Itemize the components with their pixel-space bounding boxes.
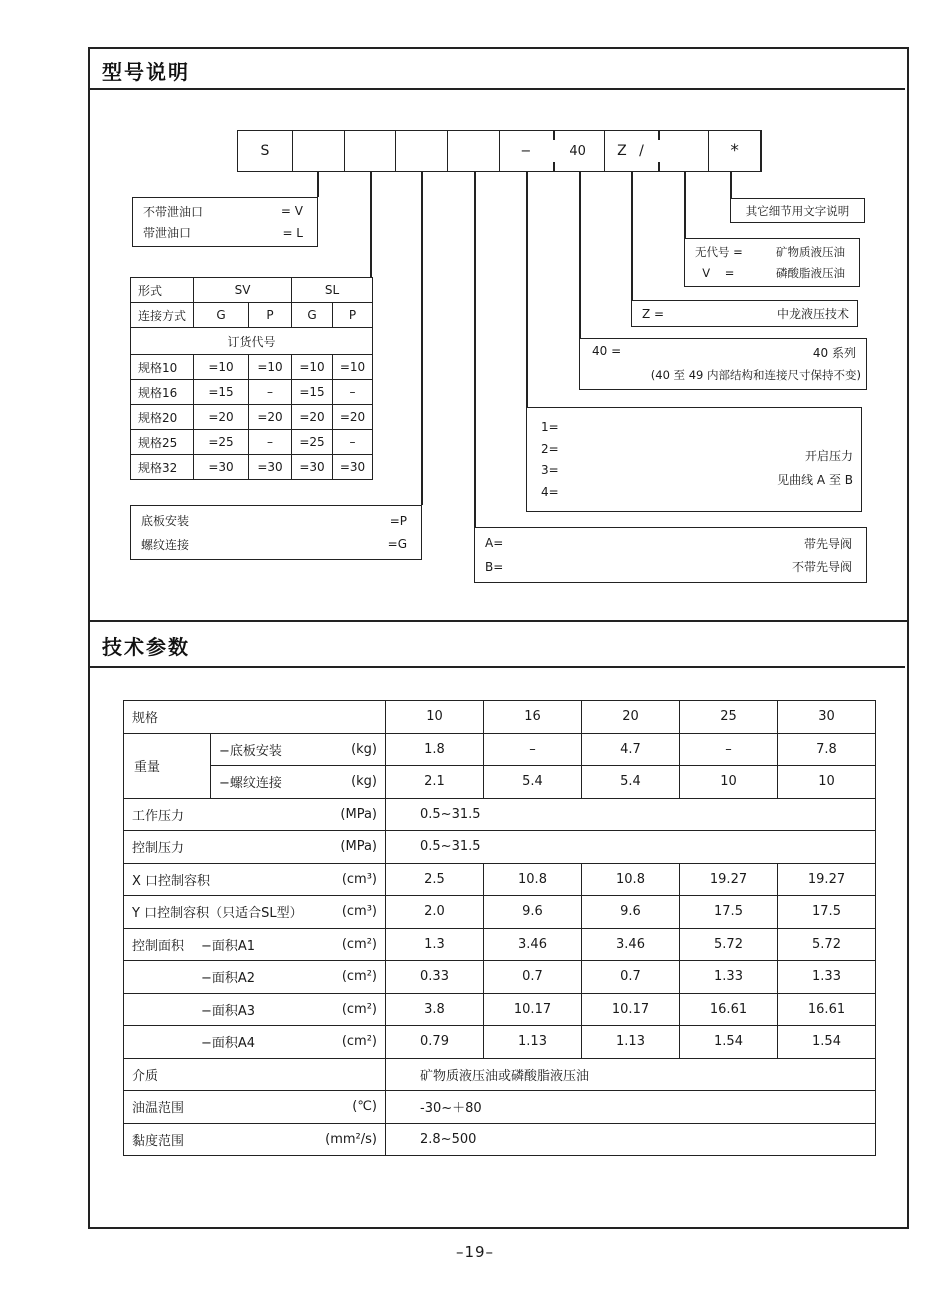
spec-code: =20 (292, 405, 333, 430)
tech-row-label (124, 961, 386, 994)
tech-label-wrap (124, 935, 385, 954)
spec-label: 规格25 (131, 430, 194, 455)
tech-value: 10 (778, 766, 876, 799)
oil-type-value: 矿物质液压油 (776, 245, 845, 259)
tech-value: 0.33 (386, 961, 484, 994)
tech-value: 4.7 (582, 733, 680, 766)
section1-title: 型号说明 (102, 60, 190, 84)
tech-label-wrap (124, 805, 385, 824)
tech-span-value: 矿物质液压油或磷酸脂液压油 (386, 1058, 876, 1091)
tech-weight-row (124, 733, 876, 766)
mounting-row (131, 536, 421, 553)
tech-row-label (124, 863, 386, 896)
leak-port-row (133, 224, 317, 241)
tech-label-text: −螺纹连接 (219, 776, 282, 792)
tech-value: – (680, 733, 778, 766)
connector-line (317, 172, 319, 197)
tech-value: 2.0 (386, 896, 484, 929)
code-dash: − (520, 143, 532, 159)
code-cell-blank-4 (448, 131, 500, 171)
oil-type-box (684, 238, 860, 287)
tech-value: 10.8 (484, 863, 582, 896)
tech-label-text: 油温范围 (132, 1101, 185, 1117)
connector-line (526, 172, 528, 407)
leak-port-box (132, 197, 318, 247)
pressure-code-item: 2= (541, 441, 559, 456)
tech-value: 5.4 (484, 766, 582, 799)
pilot-valve-row (475, 535, 866, 552)
pressure-note-1: 开启压力 (804, 449, 853, 463)
tech-label-lead: 控制面积 (132, 938, 185, 954)
spec-code: =25 (292, 430, 333, 455)
tech-label-unit: (℃) (352, 1099, 377, 1115)
code-series-number: 40 (569, 143, 586, 159)
z-value: 中龙液压技术 (776, 307, 849, 321)
tick-mark (553, 131, 555, 140)
tech-row (124, 831, 876, 864)
spec-code: – (333, 380, 373, 405)
tech-row (124, 1058, 876, 1091)
tech-label-text: 介质 (132, 1068, 159, 1084)
tech-row-label (211, 733, 386, 766)
spec-code: =10 (194, 355, 249, 380)
tech-row-label (124, 896, 386, 929)
code-letter-s: S (260, 143, 270, 159)
tech-label-text: 黏度范围 (132, 1133, 185, 1149)
tech-value: 1.3 (386, 928, 484, 961)
tech-value: 2.5 (386, 863, 484, 896)
spec-code: =30 (194, 455, 249, 480)
tech-value: 1.54 (778, 1026, 876, 1059)
pilot-valve-box (474, 527, 867, 583)
tech-label-unit: (MPa) (340, 806, 377, 822)
tech-row (124, 863, 876, 896)
tick-mark (658, 162, 660, 171)
spec-code: =15 (292, 380, 333, 405)
connector-line (370, 172, 372, 277)
tech-value: 9.6 (582, 896, 680, 929)
order-spec-row (131, 380, 373, 405)
section2-title: 技术参数 (102, 635, 190, 659)
tech-row-label (124, 1091, 386, 1124)
leak-port-value: = L (282, 225, 303, 240)
tech-label-wrap (124, 967, 385, 986)
series-40-label: 40 = (592, 344, 622, 358)
tech-label-wrap (211, 772, 385, 791)
leak-port-value: = V (280, 204, 303, 219)
connector-line (421, 172, 423, 505)
tech-label-wrap (124, 1130, 385, 1149)
tech-label-unit: (cm³) (341, 904, 377, 920)
tech-row-label (124, 701, 386, 734)
tech-label-unit: (cm²) (341, 969, 377, 985)
tech-value: 1.8 (386, 733, 484, 766)
tech-row-label (124, 993, 386, 1026)
pilot-valve-value: 不带先导阀 (791, 560, 852, 575)
tech-span-value: -30~＋80 (386, 1091, 876, 1124)
tech-value: 16.61 (680, 993, 778, 1026)
form-sv: SV (194, 278, 292, 303)
tech-label-wrap (124, 1000, 385, 1019)
tech-label-wrap (124, 707, 385, 726)
tech-value: 3.46 (582, 928, 680, 961)
conn-value: P (249, 303, 292, 328)
order-form-row (131, 278, 373, 303)
pilot-valve-label: B= (485, 559, 504, 574)
series-40-note: (40 至 49 内部结构和连接尺寸保持不变) (650, 368, 861, 382)
code-cell-s (238, 131, 293, 171)
tech-value: 3.46 (484, 928, 582, 961)
connector-line (684, 172, 686, 238)
oil-type-label: V = (695, 266, 735, 280)
mounting-value: =G (387, 537, 407, 552)
tech-label-unit: (kg) (351, 774, 377, 790)
tech-header-row (124, 701, 876, 734)
oil-type-row (685, 244, 859, 260)
tech-value: 9.6 (484, 896, 582, 929)
tech-value: 0.79 (386, 1026, 484, 1059)
tech-value: 16 (484, 701, 582, 734)
tech-row (124, 896, 876, 929)
tech-label-text: −面积A1 (201, 938, 256, 954)
spec-label: 规格10 (131, 355, 194, 380)
tech-table-wrap (123, 700, 876, 1156)
tech-label-wrap (124, 870, 385, 889)
spec-code: =30 (249, 455, 292, 480)
order-conn-row (131, 303, 373, 328)
spec-label: 规格20 (131, 405, 194, 430)
tech-row (124, 1091, 876, 1124)
tech-label-text: −面积A4 (201, 1036, 256, 1052)
form-sl: SL (292, 278, 373, 303)
tech-value: 1.33 (778, 961, 876, 994)
code-cell-blank-1 (293, 131, 345, 171)
code-cell-star (709, 131, 761, 171)
tech-label-wrap (124, 837, 385, 856)
other-details-box (730, 198, 865, 223)
opening-pressure-box (526, 407, 862, 512)
pilot-valve-value: 带先导阀 (803, 536, 852, 551)
section2-title-rule (88, 666, 905, 668)
pressure-code-item: 4= (541, 485, 559, 500)
tech-row-label (124, 1026, 386, 1059)
spec-code: – (249, 380, 292, 405)
spec-label: 规格16 (131, 380, 194, 405)
conn-value: G (194, 303, 249, 328)
tech-label-wrap (124, 1065, 385, 1084)
form-label: 形式 (131, 278, 194, 303)
tech-label-unit: (cm³) (341, 871, 377, 887)
spec-code: =15 (194, 380, 249, 405)
series-40-box (579, 338, 867, 390)
tech-value: 7.8 (778, 733, 876, 766)
tech-label-unit: (cm²) (341, 1001, 377, 1017)
weight-group: 重量 (124, 733, 211, 798)
tech-label-text: −面积A2 (201, 971, 256, 987)
tech-value: 19.27 (778, 863, 876, 896)
tech-value: 17.5 (680, 896, 778, 929)
z-technology-box (631, 300, 858, 327)
spec-code: =20 (333, 405, 373, 430)
tech-label-unit: (mm²/s) (325, 1131, 377, 1147)
tech-value: 0.7 (484, 961, 582, 994)
tech-span-value: 0.5~31.5 (386, 831, 876, 864)
z-label: Z = (642, 306, 665, 321)
leak-port-row (133, 203, 317, 220)
tech-weight-row (124, 766, 876, 799)
code-cell-blank-3 (396, 131, 448, 171)
tech-label-text: Y 口控制容积（只适合SL型） (132, 906, 303, 922)
tech-value: 1.13 (582, 1026, 680, 1059)
order-spec-row (131, 430, 373, 455)
code-slash: / (639, 143, 644, 159)
tech-value: 10 (386, 701, 484, 734)
connector-line (474, 172, 476, 527)
mounting-value: =P (389, 513, 407, 528)
tech-row (124, 928, 876, 961)
leak-port-label: 带泄油口 (143, 226, 192, 241)
connector-line (730, 172, 732, 198)
order-caption-row (131, 328, 373, 355)
oil-type-label: 无代号 = (695, 245, 743, 259)
section1-title-rule (88, 88, 905, 90)
tech-label-text: X 口控制容积 (132, 873, 211, 889)
tech-row (124, 993, 876, 1026)
tech-value: 1.33 (680, 961, 778, 994)
spec-code: =25 (194, 430, 249, 455)
tech-label-unit: (kg) (351, 741, 377, 757)
tech-row (124, 798, 876, 831)
tech-label-wrap (124, 902, 385, 921)
tech-value: 5.72 (680, 928, 778, 961)
tech-label-wrap (124, 1032, 385, 1051)
tech-value: 5.4 (582, 766, 680, 799)
tech-label-text: −底板安装 (219, 743, 282, 759)
tech-value: 10.17 (582, 993, 680, 1026)
spec-code: =10 (249, 355, 292, 380)
tech-value: 10.8 (582, 863, 680, 896)
model-code-row (237, 130, 762, 172)
order-spec-row (131, 405, 373, 430)
tech-label-unit: (cm²) (341, 1034, 377, 1050)
tech-row-label (124, 1058, 386, 1091)
mounting-box (130, 505, 422, 560)
spec-code: =10 (333, 355, 373, 380)
tech-value: 17.5 (778, 896, 876, 929)
tech-value: 20 (582, 701, 680, 734)
spec-code: =20 (194, 405, 249, 430)
order-spec-row (131, 355, 373, 380)
tech-label-unit: (cm²) (341, 936, 377, 952)
page-number: –19– (455, 1243, 495, 1261)
spec-code: =30 (292, 455, 333, 480)
tech-row-label (124, 798, 386, 831)
tech-value: 2.1 (386, 766, 484, 799)
order-code-table (130, 277, 373, 480)
order-caption: 订货代号 (131, 328, 373, 355)
tech-value: 0.7 (582, 961, 680, 994)
tick-mark (658, 131, 660, 140)
other-details-text: 其它细节用文字说明 (745, 203, 850, 218)
spec-code: =20 (249, 405, 292, 430)
series-40-value: 40 系列 (812, 346, 856, 360)
tech-row-label (211, 766, 386, 799)
connector-line (631, 172, 633, 300)
oil-type-value: 磷酸脂液压油 (776, 266, 845, 280)
conn-value: G (292, 303, 333, 328)
tech-value: 10.17 (484, 993, 582, 1026)
tech-span-value: 2.8~500 (386, 1123, 876, 1156)
tech-value: 19.27 (680, 863, 778, 896)
code-cell-blank-2 (345, 131, 397, 171)
connector-line (579, 172, 581, 338)
tech-label-text: −面积A3 (201, 1003, 256, 1019)
mounting-row (131, 512, 421, 529)
tech-label-text: 规格 (132, 711, 159, 727)
tech-row (124, 1026, 876, 1059)
tech-value: 5.72 (778, 928, 876, 961)
leak-port-label: 不带泄油口 (143, 204, 204, 219)
mounting-label: 底板安装 (141, 514, 190, 529)
tech-label-text: 控制压力 (132, 841, 185, 857)
tech-value: 25 (680, 701, 778, 734)
code-star: * (730, 141, 739, 161)
tech-row (124, 1123, 876, 1156)
pilot-valve-label: A= (485, 536, 504, 551)
pressure-code-item: 3= (541, 463, 559, 478)
tech-label-text: 工作压力 (132, 808, 185, 824)
pilot-valve-row (475, 558, 866, 575)
order-code-table-wrap (130, 277, 373, 480)
spec-code: – (249, 430, 292, 455)
pressure-note-2: 见曲线 A 至 B (777, 473, 853, 487)
oil-type-row (685, 265, 859, 281)
spec-code: – (333, 430, 373, 455)
spec-code: =30 (333, 455, 373, 480)
tick-mark (553, 162, 555, 171)
tech-label-wrap (124, 1097, 385, 1116)
spec-code: =10 (292, 355, 333, 380)
spec-label: 规格32 (131, 455, 194, 480)
code-cell-z-slash (605, 131, 710, 171)
tech-value: 10 (680, 766, 778, 799)
pressure-code-item: 1= (541, 419, 559, 434)
tech-label-wrap (211, 740, 385, 759)
tech-row-label (124, 928, 386, 961)
tech-value: 3.8 (386, 993, 484, 1026)
order-spec-row (131, 455, 373, 480)
tech-value: – (484, 733, 582, 766)
tech-value: 30 (778, 701, 876, 734)
conn-value: P (333, 303, 373, 328)
code-letter-z: Z (617, 143, 627, 159)
tech-value: 16.61 (778, 993, 876, 1026)
tech-value: 1.54 (680, 1026, 778, 1059)
tech-label-unit: (MPa) (340, 839, 377, 855)
tech-row-label (124, 1123, 386, 1156)
tech-row-label (124, 831, 386, 864)
pressure-code-list (541, 412, 559, 507)
conn-label: 连接方式 (131, 303, 194, 328)
tech-span-value: 0.5~31.5 (386, 798, 876, 831)
tech-row (124, 961, 876, 994)
mounting-label: 螺纹连接 (141, 537, 190, 552)
tech-params-table (123, 700, 876, 1156)
tech-value: 1.13 (484, 1026, 582, 1059)
